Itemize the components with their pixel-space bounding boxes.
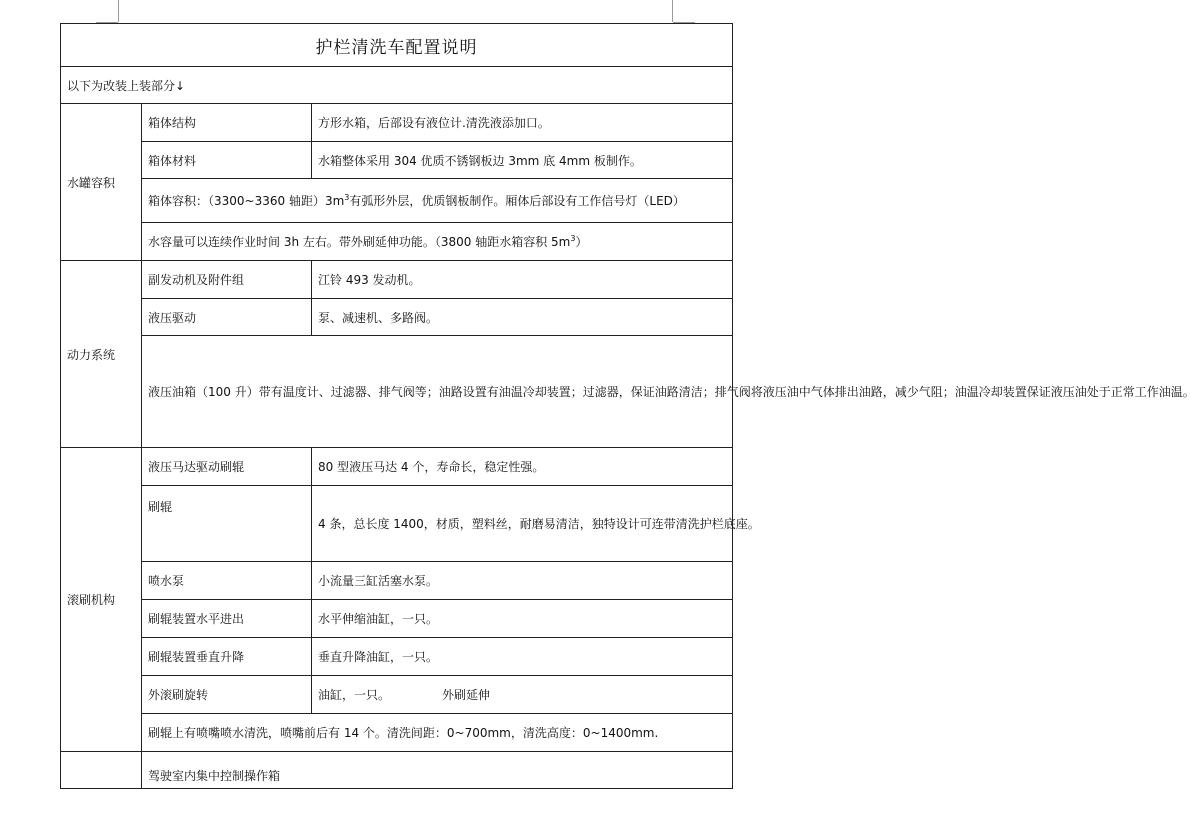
- extra-note: 外刷延伸: [442, 688, 491, 702]
- table-row: [61, 676, 733, 714]
- text-part: ）: [575, 235, 588, 249]
- text-part: 水容量可以连续作业时间 3h 左右。带外刷延伸功能。（3800 轴距水箱容积 5m: [148, 235, 571, 249]
- item-label: 外滚刷旋转: [142, 676, 312, 714]
- text-part: 箱体容积：（3300~3360 轴距）3m: [148, 194, 345, 208]
- item-description: 水箱整体采用 304 优质不锈钢板边 3mm 底 4mm 板制作。: [312, 142, 733, 179]
- item-label: 刷辊装置水平进出: [142, 600, 312, 638]
- item-label: 副发动机及附件组: [142, 261, 312, 299]
- table-row: [61, 142, 733, 179]
- item-description: 泵、减速机、多路阀。: [312, 299, 733, 336]
- table-row: [61, 336, 733, 448]
- item-label: 驾驶室内集中控制操作箱: [142, 752, 733, 789]
- table-row: [61, 179, 733, 223]
- table-row: [61, 600, 733, 638]
- category-power: 动力系统: [61, 261, 142, 448]
- superscript: 3: [344, 193, 350, 202]
- table-row: [61, 562, 733, 600]
- item-description: 小流量三缸活塞水泵。: [312, 562, 733, 600]
- nozzle-text: 刷辊上有喷嘴喷水清洗，喷嘴前后有 14 个。清洗间距：0~700mm，清洗高度：0~1400mm.: [142, 714, 733, 752]
- item-label: 液压马达驱动刷辊: [142, 448, 312, 486]
- tank-volume-text: [142, 179, 733, 223]
- table-row: [61, 714, 733, 752]
- item-description: [312, 676, 733, 714]
- table-row: [61, 752, 733, 789]
- item-label: 刷辊装置垂直升降: [142, 638, 312, 676]
- note-row: [61, 67, 733, 104]
- crop-mark-top-left-vertical: [118, 0, 119, 22]
- item-description: 80 型液压马达 4 个，寿命长，稳定性强。: [312, 448, 733, 486]
- category-empty: [61, 752, 142, 789]
- item-description: 方形水箱，后部设有液位计.清洗液添加口。: [312, 104, 733, 142]
- table-row: [61, 261, 733, 299]
- table-row: [61, 448, 733, 486]
- item-label: 刷辊: [142, 486, 312, 562]
- superscript: 3: [570, 234, 576, 243]
- item-description: 垂直升降油缸，一只。: [312, 638, 733, 676]
- table-row: [61, 104, 733, 142]
- water-capacity-text: [142, 223, 733, 261]
- text-part: 油缸，一只。: [318, 688, 391, 702]
- category-brush: 滚刷机构: [61, 448, 142, 752]
- item-description: 江铃 493 发动机。: [312, 261, 733, 299]
- table-row: [61, 299, 733, 336]
- item-label: 箱体材料: [142, 142, 312, 179]
- item-description: 水平伸缩油缸，一只。: [312, 600, 733, 638]
- crop-mark-top-right-vertical: [672, 0, 673, 22]
- text-part: 有弧形外层，优质钢板制作。厢体后部设有工作信号灯（LED）: [349, 194, 685, 208]
- item-label: 喷水泵: [142, 562, 312, 600]
- modification-note: 以下为改装上装部分↓: [61, 67, 733, 104]
- item-label: 液压驱动: [142, 299, 312, 336]
- title-row: [61, 24, 733, 67]
- table-row: [61, 223, 733, 261]
- table-row: [61, 486, 733, 562]
- config-table: [60, 23, 1195, 789]
- category-tank: 水罐容积: [61, 104, 142, 261]
- item-label: 箱体结构: [142, 104, 312, 142]
- table-row: [61, 638, 733, 676]
- item-description: 4 条，总长度 1400，材质，塑料丝，耐磨易清洁，独特设计可连带清洗护栏底座。: [312, 486, 733, 562]
- hydraulic-tank-text: 液压油箱（100 升）带有温度计、过滤器、排气阀等；油路设置有油温冷却装置；过滤器，保证油路清洁；排气阀将液压油中气体排出油路，减少气阻；油温冷却装置保证液压油处于正常工作油温。: [142, 336, 733, 448]
- doc-title: 护栏清洗车配置说明: [61, 24, 733, 67]
